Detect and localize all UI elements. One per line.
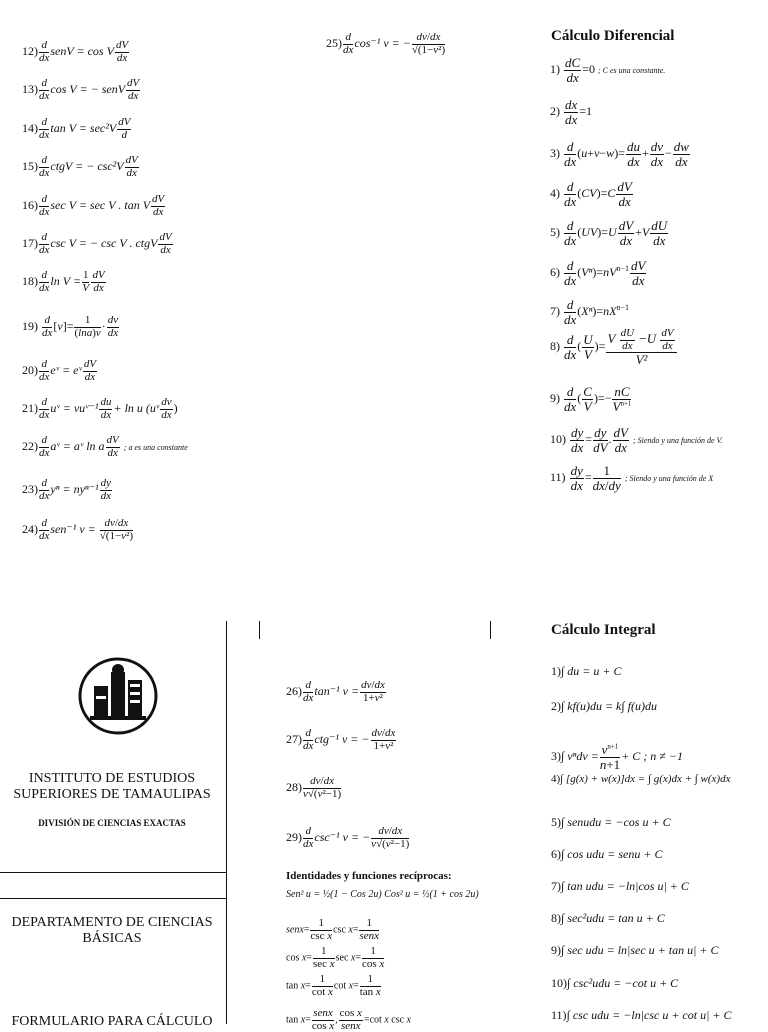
identity-sen-csc: senx= $\frac{1}{\text{csc x}}$ csc x= $\frac{1}{\text{senx}}$ [286, 917, 380, 942]
formula-d8: 8) $\frac{d}{dx}$ ( $\frac{U}{V}$ )= V $\frac{dU}{dx}$ −U $\frac{dV}{dx}$ V² [550, 328, 678, 367]
formula-d22: 22) $\frac{d}{dx}$ aᵛ = aᵛ ln a $\frac{dV}{dx}$ ; a es una constante [22, 434, 188, 459]
integral-title: Cálculo Integral [551, 622, 656, 638]
formula-d3: 3) $\frac{d}{dx}$ (u+v−w)= $\frac{du}{dx}$ + $\frac{dv}{dx}$ − $\frac{dw}{dx}$ [550, 139, 689, 169]
formula-i6: 6)∫ cos udu = senu + C [551, 847, 663, 861]
formula-d27: 27) $\frac{d}{dx}$ ctg⁻¹ v = − $\frac{dv/dx}{\text{1+v²}}$ [286, 727, 396, 752]
formula-i9: 9)∫ sec udu = ln|sec u + tan u| + C [551, 943, 719, 957]
identity-tan-cot: tan x= $\frac{1}{\text{cot x}}$ cot x= $\frac{1}{\text{tan x}}$ [286, 973, 381, 998]
identity-cos-sec: cos x= $\frac{1}{\text{sec x}}$ sec x= $\frac{1}{\text{cos x}}$ [286, 945, 385, 970]
identidades-title: Identidades y funciones recíprocas: [286, 870, 452, 882]
formulario-title: FORMULARIO PARA CÁLCULO [11, 1014, 213, 1029]
identity-tan-quotient: tan x= $\frac{\text{senx}}{\text{cos x}}$ , $\frac{\text{cos x}}{\text{senx}}$ =cot x csc x [286, 1007, 411, 1032]
formula-i3: 3)∫ vⁿdv = $\frac{v^{n+1}}{n+1}$ + C ; n ≠ −1 [551, 742, 683, 772]
note-c-constant: ; C es una constante. [597, 65, 666, 75]
formula-d25: 25) $\frac{d}{dx}$ cos⁻¹ v = − $\frac{dv/dx}{\text{√(1−v²)}}$ [326, 31, 446, 56]
formula-i7: 7)∫ tan udu = −ln|cos u| + C [551, 879, 689, 893]
formula-d10: 10) $\frac{dy}{dx}$ = $\frac{dy}{dV}$ . $\frac{dV}{dx}$ ; Siendo y una función de V. [550, 425, 723, 455]
identity-sen-cos: Sen² u = ½(1 − Cos 2u) Cos² u = ½(1 + cos 2u) [286, 889, 479, 900]
formula-d7: 7) $\frac{d}{dx}$ $(X^n)=nX^{n-1}$ [550, 297, 630, 327]
formula-d2: 2) $\frac{dx}{dx}$ =1 [550, 97, 593, 127]
department-line1: DEPARTAMENTO DE CIENCIAS [11, 915, 213, 930]
formula-d18: 18) $\frac{d}{dx}$ ln V = $\frac{1}{V}$ $\frac{dV}{dx}$ [22, 269, 105, 294]
institute-name-line1: INSTITUTO DE ESTUDIOS [28, 771, 196, 786]
division-name: DIVISIÓN DE CIENCIAS EXACTAS [38, 818, 186, 828]
institute-logo [78, 656, 158, 736]
formula-d5: 5) $\frac{d}{dx}$ (UV)=U $\frac{dV}{dx}$ +V $\frac{dU}{dx}$ [550, 218, 668, 248]
formula-i2: 2)∫ kf(u)du = k∫ f(u)du [551, 699, 657, 713]
formula-d16: 16) $\frac{d}{dx}$ sec V = sec V . tan V $\frac{dV}{dx}$ [22, 193, 165, 218]
divider-mark-left [259, 621, 260, 639]
formula-d23: 23) $\frac{d}{dx}$ yⁿ = nyⁿ⁻¹ $\frac{dy}{dx}$ [22, 477, 112, 502]
institute-name-line2: SUPERIORES DE TAMAULIPAS [13, 787, 211, 802]
formula-d28: 28) $\frac{dv/dx}{\text{v√(v²−1)}}$ [286, 775, 342, 800]
department-line2: BÁSICAS [82, 931, 142, 946]
formula-d14: 14) $\frac{d}{dx}$ tan V = sec²V $\frac{dV}{d}$ [22, 116, 131, 141]
formula-d12: 12) $\frac{d}{dx}$ senV = cos V $\frac{dV}{dx}$ [22, 39, 129, 64]
formula-d20: 20) $\frac{d}{dx}$ eᵛ = eᵛ $\frac{dV}{dx}$ [22, 358, 97, 383]
formula-d9: 9) $\frac{d}{dx}$ ( $\frac{C}{V}$ )=− $\frac{nC}{V^{n+1}}$ [550, 384, 632, 414]
divider-2 [0, 898, 226, 899]
formula-d15: 15) $\frac{d}{dx}$ ctgV = − csc²V $\frac{dV}{dx}$ [22, 154, 138, 179]
formula-d19: 19) $\frac{d}{dx}$ [v]= $\frac{1}{(\ln a)v}$ · $\frac{dv}{dx}$ [22, 314, 119, 339]
formula-d4: 4) $\frac{d}{dx}$ (CV)=C $\frac{dV}{dx}$ [550, 179, 632, 209]
formula-d13: 13) $\frac{d}{dx}$ cos V = − senV $\frac{dV}{dx}$ [22, 77, 140, 102]
formula-d29: 29) $\frac{d}{dx}$ csc⁻¹ v = − $\frac{dv/dx}{\text{v√(v²−1)}}$ [286, 825, 410, 850]
formula-d11: 11) $\frac{dy}{dx}$ = $\frac{1}{dx/dy}$ ; Siendo y una función de X [550, 463, 714, 493]
diferencial-title: Cálculo Diferencial [551, 28, 675, 44]
divider-mark-right [490, 621, 491, 639]
formula-d17: 17) $\frac{d}{dx}$ csc V = − csc V . ctgV $\frac{dV}{dx}$ [22, 231, 172, 256]
formula-d24: 24) $\frac{d}{dx}$ sen⁻¹ v = $\frac{dv/dx}{\text{√(1−v²)}}$ [22, 517, 134, 542]
note-y-funcion-x: ; Siendo y una función de X [624, 473, 714, 483]
formula-i1: 1)∫ du = u + C [551, 664, 622, 678]
divider-1 [0, 872, 226, 873]
note-y-funcion-v: ; Siendo y una función de V. [632, 435, 723, 445]
formula-i11: 11)∫ csc udu = −ln|csc u + cot u| + C [551, 1008, 732, 1022]
formula-d6: 6) $\frac{d}{dx}$ $(V^n)=nV^{n-1}$ $\frac{dV}{dx}$ [550, 258, 646, 288]
formula-d21: 21) $\frac{d}{dx}$ uᵛ = vuᵛ⁻¹ $\frac{du}{dx}$ + ln u (uᵛ $\frac{dv}{dx}$ ) [22, 396, 178, 421]
formula-d26: 26) $\frac{d}{dx}$ tan⁻¹ v = $\frac{dv/dx}{\text{1+v²}}$ [286, 679, 385, 704]
formula-i4: 4)∫ [g(x) + w(x)]dx = ∫ g(x)dx + ∫ w(x)dx [551, 773, 731, 785]
formula-i8: 8)∫ sec²udu = tan u + C [551, 911, 665, 925]
formula-d1: 1) $\frac{dC}{dx}$ =0 ; C es una constante. [550, 55, 666, 85]
formula-i10: 10)∫ csc²udu = −cot u + C [551, 976, 679, 990]
column-divider-left [226, 621, 227, 1024]
formula-i5: 5)∫ senudu = −cos u + C [551, 815, 671, 829]
note-a-constant: ; a es una constante [123, 442, 188, 452]
